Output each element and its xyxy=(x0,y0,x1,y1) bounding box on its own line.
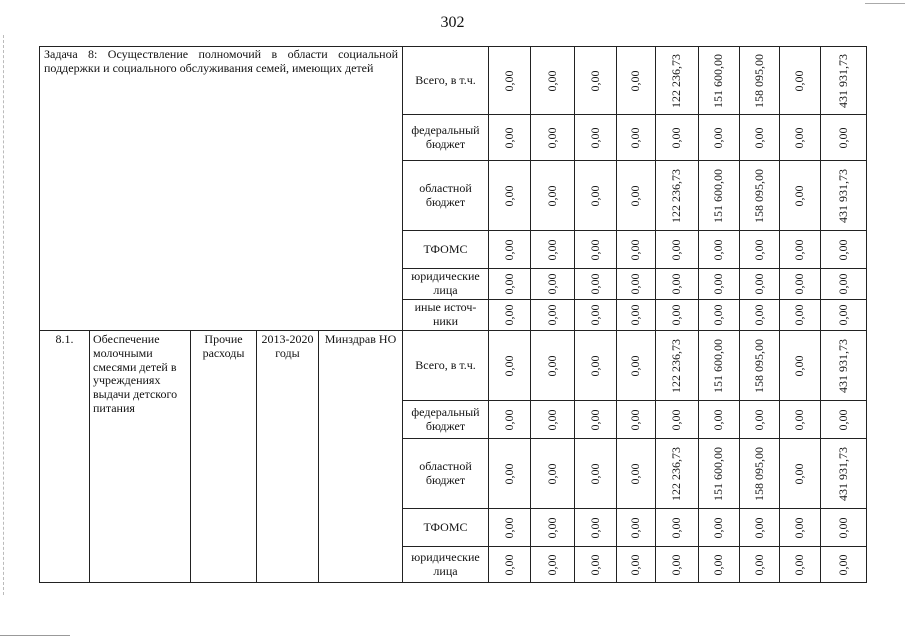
value-cell: 0,00 xyxy=(575,231,617,269)
item-row xyxy=(40,331,867,401)
value-cell: 0,00 xyxy=(740,115,780,161)
value-cell: 0,00 xyxy=(821,547,867,583)
value-cell: 0,00 xyxy=(489,47,531,115)
budget-table xyxy=(39,46,867,583)
value-cell: 0,00 xyxy=(575,509,617,547)
value-cell: 0,00 xyxy=(575,300,617,331)
scan-edge-left xyxy=(3,35,4,595)
source-label: Всего, в т.ч. xyxy=(403,47,489,115)
value-cell: 0,00 xyxy=(699,231,740,269)
value-cell: 0,00 xyxy=(575,439,617,509)
value-cell: 0,00 xyxy=(531,231,575,269)
page-number: 302 xyxy=(440,14,465,31)
value-cell: 0,00 xyxy=(780,547,821,583)
value-cell: 0,00 xyxy=(656,401,699,439)
value-cell: 0,00 xyxy=(531,331,575,401)
source-label: юридические лица xyxy=(403,547,489,583)
value-cell: 0,00 xyxy=(531,509,575,547)
value-cell: 0,00 xyxy=(617,547,656,583)
value-cell: 0,00 xyxy=(780,115,821,161)
value-cell: 0,00 xyxy=(656,115,699,161)
value-cell: 0,00 xyxy=(531,115,575,161)
value-cell: 0,00 xyxy=(780,509,821,547)
value-cell: 0,00 xyxy=(531,47,575,115)
value-cell: 431 931,73 xyxy=(821,439,867,509)
value-cell: 0,00 xyxy=(575,547,617,583)
value-cell: 122 236,73 xyxy=(656,439,699,509)
value-cell: 151 600,00 xyxy=(699,47,740,115)
value-cell: 0,00 xyxy=(780,47,821,115)
value-cell: 0,00 xyxy=(575,331,617,401)
value-cell: 0,00 xyxy=(489,161,531,231)
value-cell: 158 095,00 xyxy=(740,161,780,231)
value-cell: 0,00 xyxy=(489,547,531,583)
value-cell: 0,00 xyxy=(656,269,699,300)
value-cell: 0,00 xyxy=(740,547,780,583)
value-cell: 0,00 xyxy=(617,439,656,509)
value-cell: 0,00 xyxy=(531,300,575,331)
value-cell: 0,00 xyxy=(489,401,531,439)
value-cell: 0,00 xyxy=(821,269,867,300)
value-cell: 0,00 xyxy=(489,509,531,547)
item-executor: Минздрав НО xyxy=(319,331,403,583)
value-cell: 0,00 xyxy=(699,300,740,331)
value-cell: 0,00 xyxy=(617,231,656,269)
value-cell: 0,00 xyxy=(531,547,575,583)
value-cell: 0,00 xyxy=(699,509,740,547)
value-cell: 0,00 xyxy=(617,269,656,300)
value-cell: 122 236,73 xyxy=(656,331,699,401)
source-label: иные источ-ники xyxy=(403,300,489,331)
value-cell: 0,00 xyxy=(489,115,531,161)
value-cell: 0,00 xyxy=(575,161,617,231)
item-name: Обеспечение молочными смесями детей в учреждениях выдачи детского питания xyxy=(90,331,191,583)
value-cell: 0,00 xyxy=(821,231,867,269)
value-cell: 0,00 xyxy=(531,269,575,300)
value-cell: 158 095,00 xyxy=(740,47,780,115)
value-cell: 0,00 xyxy=(699,269,740,300)
value-cell: 0,00 xyxy=(656,509,699,547)
value-cell: 0,00 xyxy=(489,231,531,269)
value-cell: 0,00 xyxy=(821,509,867,547)
value-cell: 0,00 xyxy=(821,401,867,439)
value-cell: 0,00 xyxy=(656,547,699,583)
source-label: федеральный бюджет xyxy=(403,115,489,161)
value-cell: 0,00 xyxy=(489,269,531,300)
value-cell: 0,00 xyxy=(699,401,740,439)
value-cell: 0,00 xyxy=(740,401,780,439)
item-period: 2013-2020 годы xyxy=(257,331,319,583)
item-expense-type: Прочие расходы xyxy=(191,331,257,583)
value-cell: 0,00 xyxy=(575,47,617,115)
value-cell: 0,00 xyxy=(617,115,656,161)
value-cell: 0,00 xyxy=(780,331,821,401)
value-cell: 0,00 xyxy=(617,47,656,115)
value-cell: 0,00 xyxy=(489,331,531,401)
task-description: Задача 8: Осуществление полномочий в области социальной поддержки и социального обслуживания семей, имеющих детей xyxy=(40,47,403,331)
value-cell: 0,00 xyxy=(780,161,821,231)
value-cell: 151 600,00 xyxy=(699,331,740,401)
value-cell: 0,00 xyxy=(821,300,867,331)
source-label: ТФОМС xyxy=(403,509,489,547)
value-cell: 0,00 xyxy=(780,300,821,331)
value-cell: 0,00 xyxy=(699,115,740,161)
value-cell: 0,00 xyxy=(740,269,780,300)
value-cell: 0,00 xyxy=(740,509,780,547)
source-label: областной бюджет xyxy=(403,439,489,509)
scan-edge-bottom xyxy=(0,635,70,636)
source-label: областной бюджет xyxy=(403,161,489,231)
value-cell: 158 095,00 xyxy=(740,331,780,401)
source-label: Всего, в т.ч. xyxy=(403,331,489,401)
value-cell: 0,00 xyxy=(531,401,575,439)
value-cell: 0,00 xyxy=(575,269,617,300)
value-cell: 0,00 xyxy=(617,509,656,547)
value-cell: 0,00 xyxy=(780,439,821,509)
value-cell: 0,00 xyxy=(575,115,617,161)
value-cell: 158 095,00 xyxy=(740,439,780,509)
source-label: юридические лица xyxy=(403,269,489,300)
item-number: 8.1. xyxy=(40,331,90,583)
value-cell: 0,00 xyxy=(489,439,531,509)
value-cell: 431 931,73 xyxy=(821,47,867,115)
value-cell: 122 236,73 xyxy=(656,47,699,115)
value-cell: 0,00 xyxy=(740,231,780,269)
value-cell: 122 236,73 xyxy=(656,161,699,231)
value-cell: 0,00 xyxy=(780,269,821,300)
value-cell: 0,00 xyxy=(656,300,699,331)
value-cell: 0,00 xyxy=(740,300,780,331)
value-cell: 0,00 xyxy=(531,161,575,231)
value-cell: 0,00 xyxy=(617,300,656,331)
value-cell: 0,00 xyxy=(699,547,740,583)
value-cell: 0,00 xyxy=(780,231,821,269)
value-cell: 0,00 xyxy=(617,401,656,439)
value-cell: 431 931,73 xyxy=(821,331,867,401)
value-cell: 0,00 xyxy=(531,439,575,509)
value-cell: 0,00 xyxy=(656,231,699,269)
value-cell: 0,00 xyxy=(821,115,867,161)
source-label: ТФОМС xyxy=(403,231,489,269)
value-cell: 0,00 xyxy=(575,401,617,439)
value-cell: 0,00 xyxy=(489,300,531,331)
scan-edge-top-right xyxy=(865,3,905,4)
value-cell: 431 931,73 xyxy=(821,161,867,231)
value-cell: 151 600,00 xyxy=(699,161,740,231)
value-cell: 0,00 xyxy=(780,401,821,439)
value-cell: 151 600,00 xyxy=(699,439,740,509)
value-cell: 0,00 xyxy=(617,331,656,401)
source-label: федеральный бюджет xyxy=(403,401,489,439)
value-cell: 0,00 xyxy=(617,161,656,231)
task-row xyxy=(40,47,867,115)
